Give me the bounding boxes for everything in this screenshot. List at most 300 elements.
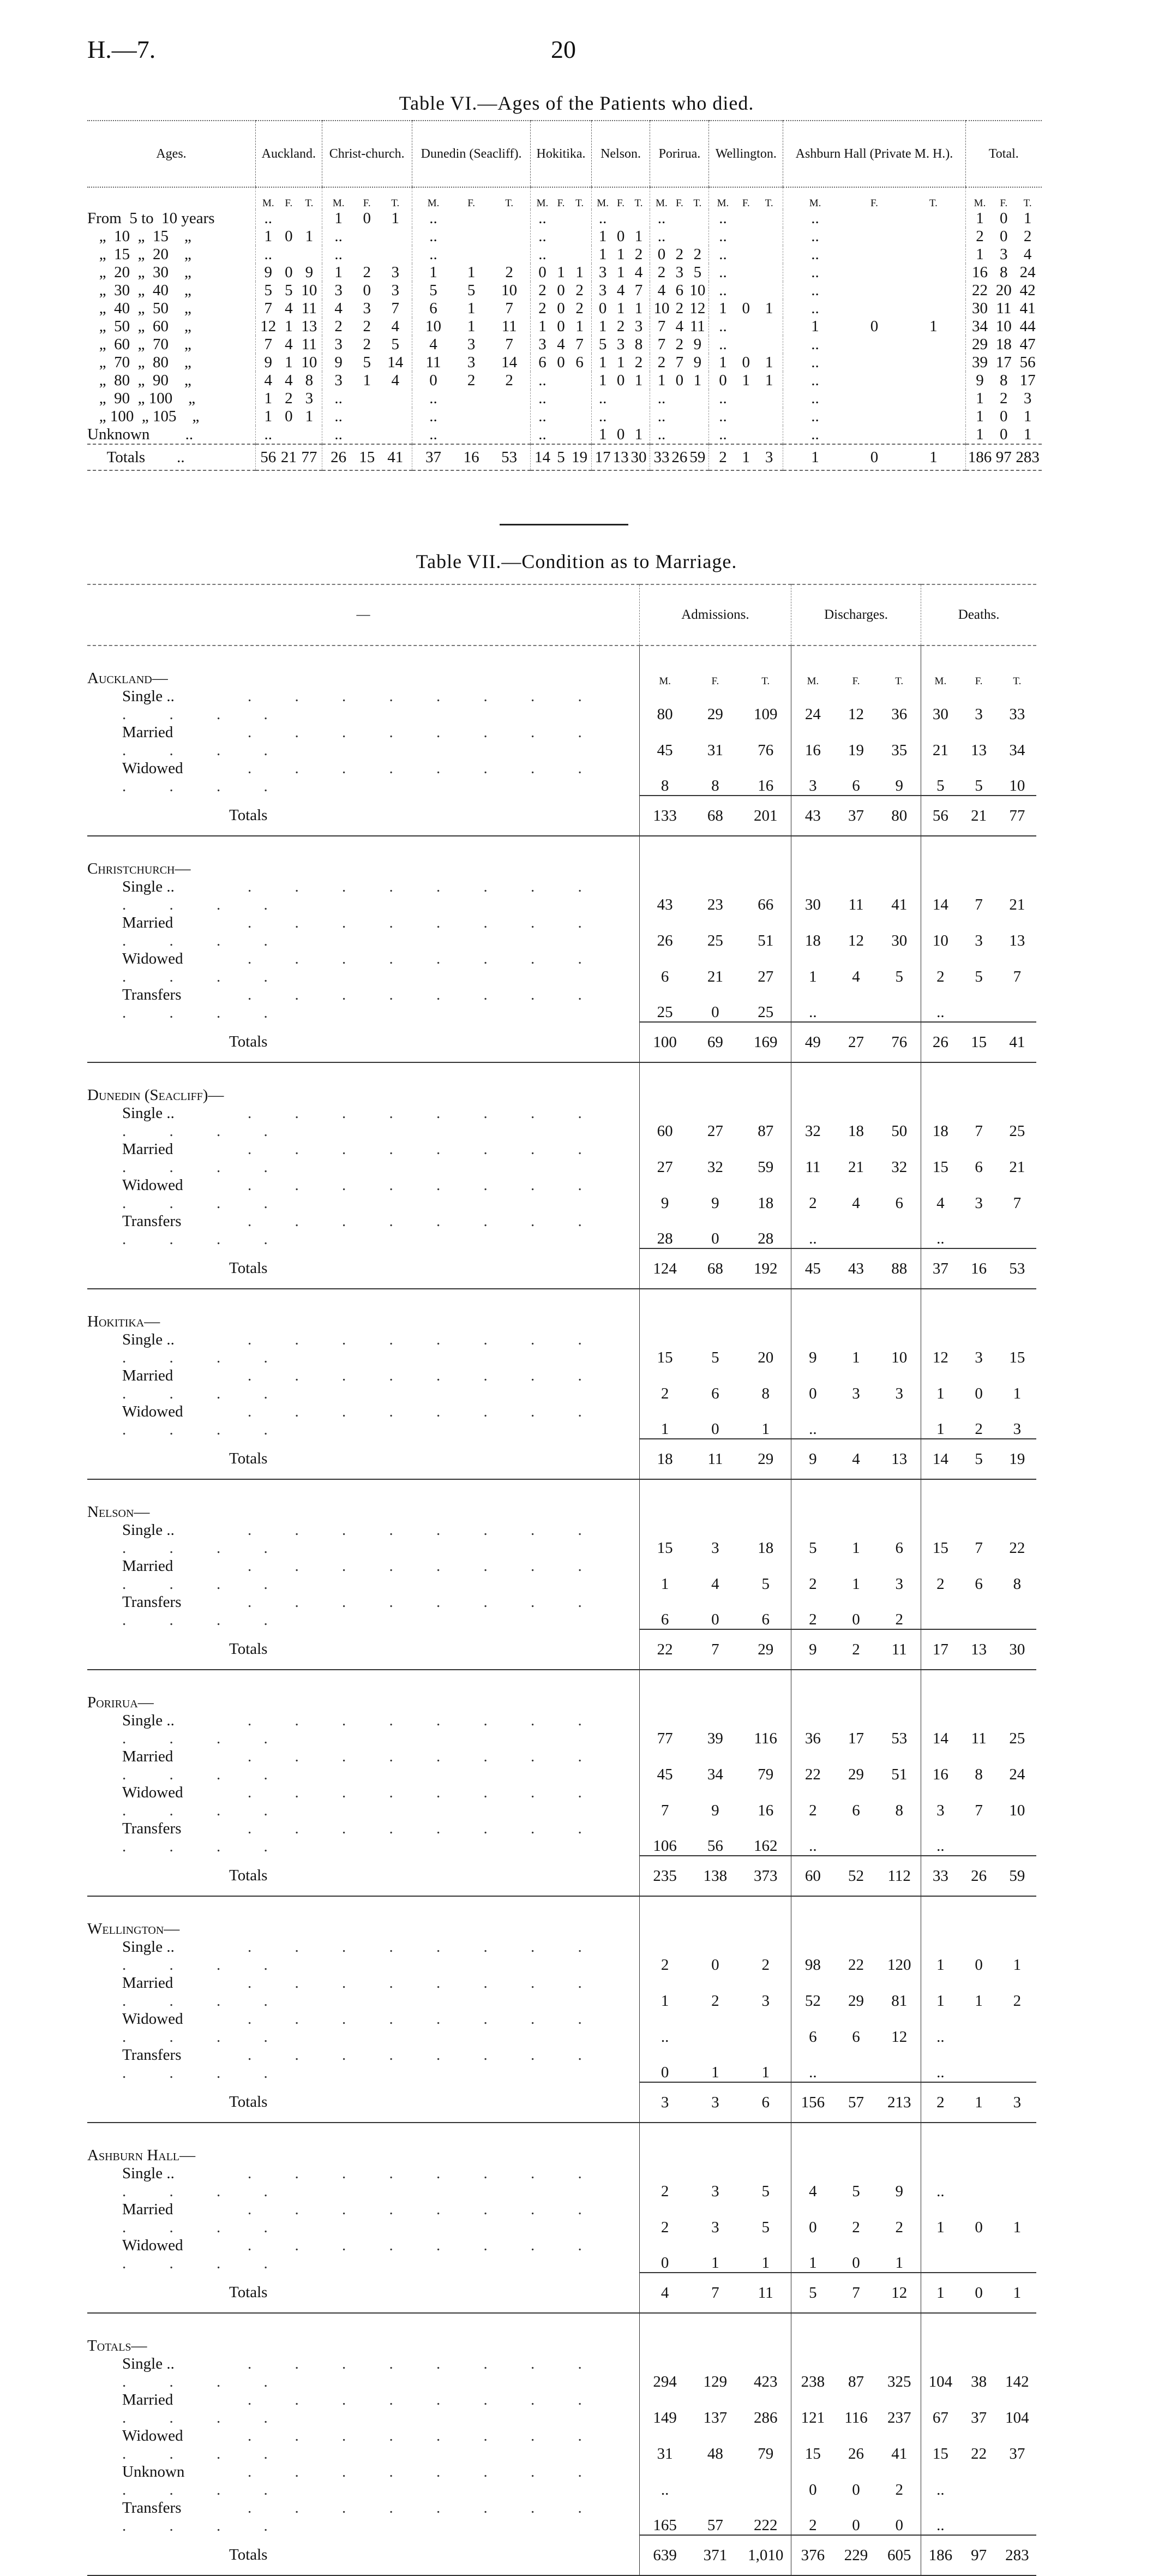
value: 41	[387, 448, 404, 466]
table6-row	[87, 264, 1042, 282]
value: 133	[653, 806, 677, 824]
value: 294	[653, 2373, 677, 2390]
value-cell	[783, 246, 965, 264]
value	[998, 1837, 1036, 1855]
table6-col-header: Ashburn Hall (Private M. H.).	[783, 121, 965, 187]
value	[490, 426, 529, 444]
totals-label: Totals	[229, 2546, 268, 2563]
value: ..	[936, 2481, 945, 2499]
value: 98	[804, 1956, 821, 1974]
value-group	[791, 2237, 921, 2273]
value: ..	[811, 228, 819, 245]
value: 16	[804, 742, 821, 759]
value-group	[791, 2082, 921, 2123]
value	[612, 210, 630, 228]
value: 52	[804, 1992, 821, 2010]
value: 10	[689, 282, 706, 299]
value-group	[921, 2355, 1036, 2391]
value: 0	[1000, 408, 1008, 425]
value	[735, 210, 758, 228]
value: 11	[891, 1640, 907, 1658]
leader-dots: . . . . . . . . . . . .	[122, 2165, 602, 2200]
value: 68	[707, 806, 723, 824]
mft-cell	[791, 2123, 921, 2165]
value: 1	[598, 246, 607, 263]
table7-row	[87, 2237, 1036, 2273]
value: ..	[429, 228, 437, 245]
value: 235	[653, 1867, 677, 1885]
value: 1	[598, 372, 607, 389]
value: 2	[285, 390, 293, 407]
value: 639	[653, 2546, 677, 2564]
value-group	[791, 878, 921, 914]
value-group	[791, 1439, 921, 1479]
value	[490, 408, 529, 426]
value: 1	[598, 228, 607, 245]
value: 35	[891, 742, 908, 759]
value-cell	[650, 354, 709, 372]
value: 0	[975, 1385, 983, 1402]
value	[353, 426, 381, 444]
value: 4	[657, 282, 666, 299]
value: 9	[809, 1640, 817, 1658]
value: 2	[1000, 390, 1008, 407]
value-group	[791, 1176, 921, 1212]
value: 77	[301, 448, 317, 466]
totals-label-cell	[87, 1248, 640, 1289]
table7-title: Table VII.—Condition as to Marriage.	[416, 551, 737, 572]
value: 29	[707, 706, 723, 723]
value: 3	[975, 1349, 983, 1366]
row-label: Single ..	[122, 688, 175, 705]
value: 3	[975, 932, 983, 949]
value: 16	[972, 264, 988, 281]
value-cell	[531, 336, 591, 354]
section-header-row	[87, 1479, 1036, 1521]
value-group	[921, 1856, 1036, 1896]
value: 31	[657, 2445, 673, 2463]
value: ..	[811, 372, 819, 389]
value: 12	[848, 932, 864, 949]
value: 1	[363, 372, 371, 389]
value-group	[791, 2463, 921, 2499]
value: 8	[634, 336, 643, 353]
totals-label: Totals	[229, 1033, 268, 1050]
value: 2	[657, 354, 666, 371]
value: 4	[285, 336, 293, 353]
value: 19	[572, 448, 588, 466]
value: 0	[557, 300, 565, 317]
value: 7	[660, 1802, 669, 1819]
value: 1	[765, 354, 773, 371]
row-label-cell	[87, 1748, 640, 1784]
section-totals-row	[87, 1856, 1036, 1896]
value: ..	[264, 246, 273, 263]
value: ..	[429, 246, 437, 263]
value: 18	[848, 1122, 864, 1140]
value: 5	[711, 1349, 719, 1366]
value-cell	[709, 228, 783, 246]
value	[630, 408, 648, 426]
value	[735, 228, 758, 246]
leader-dots: . . . . . . . . . . . .	[122, 1820, 602, 1855]
leader-dots: . . . . . . . . . . . .	[122, 1521, 602, 1557]
value-group	[791, 1403, 921, 1439]
value-cell	[650, 336, 709, 354]
value: 1	[634, 228, 643, 245]
mft-label: F.	[285, 198, 293, 209]
value	[688, 408, 706, 426]
value	[758, 228, 780, 246]
value: 3	[675, 264, 684, 281]
value: 283	[1005, 2546, 1029, 2564]
value: 1	[616, 354, 625, 371]
value: 7	[575, 336, 584, 353]
value-cell	[965, 444, 1042, 470]
value: ..	[809, 1230, 817, 1247]
value-group	[921, 796, 1036, 836]
value: 57	[707, 2517, 723, 2534]
value: 2	[809, 1575, 817, 1593]
value	[904, 336, 963, 354]
value	[904, 408, 963, 426]
section-totals-row	[87, 2273, 1036, 2313]
value: 100	[653, 1033, 677, 1051]
value: ..	[811, 282, 819, 299]
value: 19	[1009, 1450, 1025, 1468]
value: 2	[538, 300, 547, 317]
value: 11	[848, 896, 864, 913]
row-label-cell	[87, 1593, 640, 1629]
leader-dots: . . . . . . . . . . . .	[122, 1748, 602, 1783]
value: 162	[753, 1837, 778, 1855]
value	[735, 408, 758, 426]
value: 1	[719, 354, 727, 371]
value: 1	[929, 318, 938, 335]
value: 4	[391, 318, 399, 335]
value: 6	[538, 354, 547, 371]
value: ..	[538, 426, 547, 443]
value: 2	[895, 1611, 903, 1628]
value: 18	[758, 1194, 774, 1212]
section-totals-row	[87, 2082, 1036, 2123]
value: 11	[301, 300, 317, 317]
value-cell	[709, 246, 783, 264]
value: 27	[848, 1033, 864, 1051]
value	[670, 210, 688, 228]
value-group	[640, 2535, 791, 2575]
value: 1	[936, 2284, 945, 2302]
value: 34	[1009, 742, 1025, 759]
table7-row	[87, 760, 1036, 796]
leader-dots: . . . . . . . . . . . .	[122, 2201, 602, 2236]
mft-cell	[921, 1479, 1036, 1521]
row-label: Married	[122, 2201, 173, 2218]
value: 45	[657, 742, 673, 759]
value	[904, 354, 963, 372]
value-group	[640, 1022, 791, 1062]
value: 2	[660, 1956, 669, 1974]
value: 9	[305, 264, 314, 281]
value: 30	[804, 896, 821, 913]
value: 1	[598, 426, 607, 443]
value: 2	[693, 246, 702, 263]
value: 7	[505, 336, 513, 353]
leader-dots: . . . . . . . . . . . .	[122, 1331, 602, 1366]
mft-label: F.	[675, 198, 683, 209]
value: 41	[891, 2445, 908, 2463]
value: 87	[758, 1122, 774, 1140]
row-label-cell	[87, 2010, 640, 2046]
value: 0	[711, 1003, 719, 1021]
value-group	[921, 1593, 1036, 1629]
value: ..	[936, 2064, 945, 2081]
value: 0	[852, 2254, 860, 2272]
value: 29	[758, 1640, 774, 1658]
row-label-cell	[87, 1938, 640, 1974]
value-cell	[650, 228, 709, 246]
table6-totals-row	[87, 444, 1042, 470]
value: ..	[936, 2183, 945, 2200]
value: 16	[463, 448, 479, 466]
leader-dots: . . . . . . . . . . . .	[122, 2391, 602, 2426]
value-group	[640, 2046, 791, 2082]
value: 3	[895, 1385, 903, 1402]
value: ..	[719, 426, 727, 443]
totals-label-cell	[87, 2535, 640, 2575]
value: 286	[753, 2409, 778, 2426]
value: 4	[616, 282, 625, 299]
value-group	[921, 1748, 1036, 1784]
value-group	[640, 1820, 791, 1856]
row-label: Single ..	[122, 2165, 175, 2182]
mft-cell	[791, 1896, 921, 1938]
value: 4	[711, 1575, 719, 1593]
value: 5	[975, 1450, 983, 1468]
value: 17	[594, 448, 611, 466]
value-group	[791, 950, 921, 986]
value: 1	[334, 210, 343, 227]
value: ..	[657, 210, 666, 227]
value: 0	[1000, 426, 1008, 443]
value: 238	[801, 2373, 825, 2390]
value: 11	[425, 354, 441, 371]
value: 26	[932, 1033, 948, 1051]
value: 21	[1009, 1158, 1025, 1176]
value	[552, 390, 571, 408]
value-cell	[965, 426, 1042, 444]
value: 25	[758, 1003, 774, 1021]
table6-row	[87, 354, 1042, 372]
value-cell	[591, 444, 650, 470]
value-group	[791, 1820, 921, 1856]
value-cell	[531, 318, 591, 336]
value: 2	[809, 2517, 817, 2534]
value-group	[791, 724, 921, 760]
value: 2	[575, 300, 584, 317]
value: 5	[363, 354, 371, 371]
value: 10	[425, 318, 442, 335]
value: 1	[429, 264, 437, 281]
value	[452, 426, 490, 444]
value: 1	[975, 2093, 983, 2111]
value	[904, 390, 963, 408]
value: 7	[391, 300, 399, 317]
mft-label: M.	[427, 198, 440, 209]
row-label: Widowed	[122, 1176, 183, 1194]
value-group	[791, 1331, 921, 1367]
value: 45	[804, 1259, 821, 1277]
value: 77	[657, 1730, 673, 1747]
table6-col-header: Ages.	[87, 121, 256, 187]
value: 51	[758, 932, 774, 949]
value: 4	[1023, 246, 1032, 263]
value: 5	[936, 777, 945, 794]
value: 77	[1009, 806, 1025, 824]
value: 3	[363, 300, 371, 317]
value: 2	[660, 2219, 669, 2236]
value-group	[921, 1439, 1036, 1479]
value-group	[921, 2273, 1036, 2313]
value	[452, 246, 490, 264]
value: 0	[852, 2517, 860, 2534]
value: ..	[334, 426, 343, 443]
row-label-cell	[87, 2355, 640, 2391]
value: 3	[598, 282, 607, 299]
section-header-row	[87, 1896, 1036, 1938]
value: 3	[391, 282, 399, 299]
value	[998, 2064, 1036, 2082]
section-totals-row	[87, 1629, 1036, 1670]
totals-label: Totals	[229, 1640, 268, 1658]
value-cell	[256, 246, 322, 264]
value: 124	[653, 1259, 677, 1277]
value-group	[791, 2535, 921, 2575]
value	[834, 1003, 878, 1021]
value: 1	[538, 318, 547, 335]
value-group	[921, 760, 1036, 796]
value: 1	[660, 1575, 669, 1593]
value-group	[791, 1248, 921, 1289]
value: 3	[711, 2183, 719, 2200]
row-label-cell	[87, 914, 640, 950]
totals-label-cell	[87, 1439, 640, 1479]
value-cell	[256, 390, 322, 408]
value: 7	[1013, 968, 1022, 985]
value-cell	[650, 372, 709, 390]
value: 1	[976, 210, 984, 227]
value-cell	[650, 408, 709, 426]
value-group	[791, 1712, 921, 1748]
value: 52	[848, 1867, 864, 1885]
section-totals-row	[87, 1439, 1036, 1479]
value: 14	[932, 896, 948, 913]
value-cell	[591, 408, 650, 426]
mft-cell	[640, 646, 791, 688]
value-cell	[531, 408, 591, 426]
value-cell	[531, 264, 591, 282]
value-cell	[591, 336, 650, 354]
value: ..	[811, 246, 819, 263]
mft-label: T.	[929, 198, 938, 209]
value-cell	[531, 354, 591, 372]
row-label: Married	[122, 1367, 173, 1384]
value-group	[791, 1784, 921, 1820]
value: 21	[280, 448, 297, 466]
value: 97	[995, 448, 1012, 466]
value: 30	[630, 448, 647, 466]
value	[758, 426, 780, 444]
age-label: „ 20 „ 30 „	[87, 264, 191, 281]
mft-cell	[921, 646, 1036, 688]
value: 12	[260, 318, 277, 335]
table6-col-header: Hokitika.	[531, 121, 591, 187]
leader-dots: . . . . . . . . . . . .	[122, 1140, 602, 1176]
table6-body	[87, 187, 1042, 470]
value-cell	[322, 282, 412, 300]
value: 2	[895, 2481, 903, 2499]
totals-label-cell	[87, 1629, 640, 1670]
value: ..	[719, 336, 727, 353]
table7-row	[87, 2499, 1036, 2535]
section-name: Auckland—	[87, 670, 168, 687]
value-group	[640, 760, 791, 796]
value: ..	[660, 2028, 669, 2046]
value	[690, 2028, 740, 2046]
value: 5	[761, 2183, 770, 2200]
value: 80	[891, 806, 908, 824]
value-cell	[783, 354, 965, 372]
totals-label: Totals	[229, 1450, 268, 1467]
value: 3	[761, 1992, 770, 2010]
leader-dots: . . . . . . . . . . . .	[122, 1557, 602, 1593]
value	[845, 354, 904, 372]
value-group	[640, 2355, 791, 2391]
value	[998, 1230, 1036, 1248]
value: 5	[809, 1539, 817, 1557]
row-label-cell	[87, 1712, 640, 1748]
value-group	[921, 1104, 1036, 1140]
section-name: Nelson—	[87, 1503, 150, 1521]
table6-col-header: Total.	[965, 121, 1042, 187]
value-cell	[965, 354, 1042, 372]
value: 21	[932, 742, 948, 759]
value: 8	[761, 1385, 770, 1402]
value	[490, 246, 529, 264]
value: 0	[557, 282, 565, 299]
value-group	[640, 2463, 791, 2499]
value	[758, 318, 780, 336]
value: 6	[895, 1539, 903, 1557]
value: 6	[975, 1575, 983, 1593]
value: 3	[711, 1539, 719, 1557]
value-cell	[709, 264, 783, 282]
value-group	[791, 1521, 921, 1557]
value-cell	[783, 318, 965, 336]
value: 22	[848, 1956, 864, 1974]
value: 2	[809, 1802, 817, 1819]
value-group	[921, 2201, 1036, 2237]
value: 192	[753, 1259, 778, 1277]
totals-label-cell	[87, 796, 640, 836]
value-cell	[322, 390, 412, 408]
value: 4	[852, 1450, 860, 1468]
value: ..	[538, 408, 547, 425]
value: 371	[703, 2546, 728, 2564]
value: ..	[538, 210, 547, 227]
value: 3	[1023, 390, 1032, 407]
value: 7	[675, 354, 684, 371]
